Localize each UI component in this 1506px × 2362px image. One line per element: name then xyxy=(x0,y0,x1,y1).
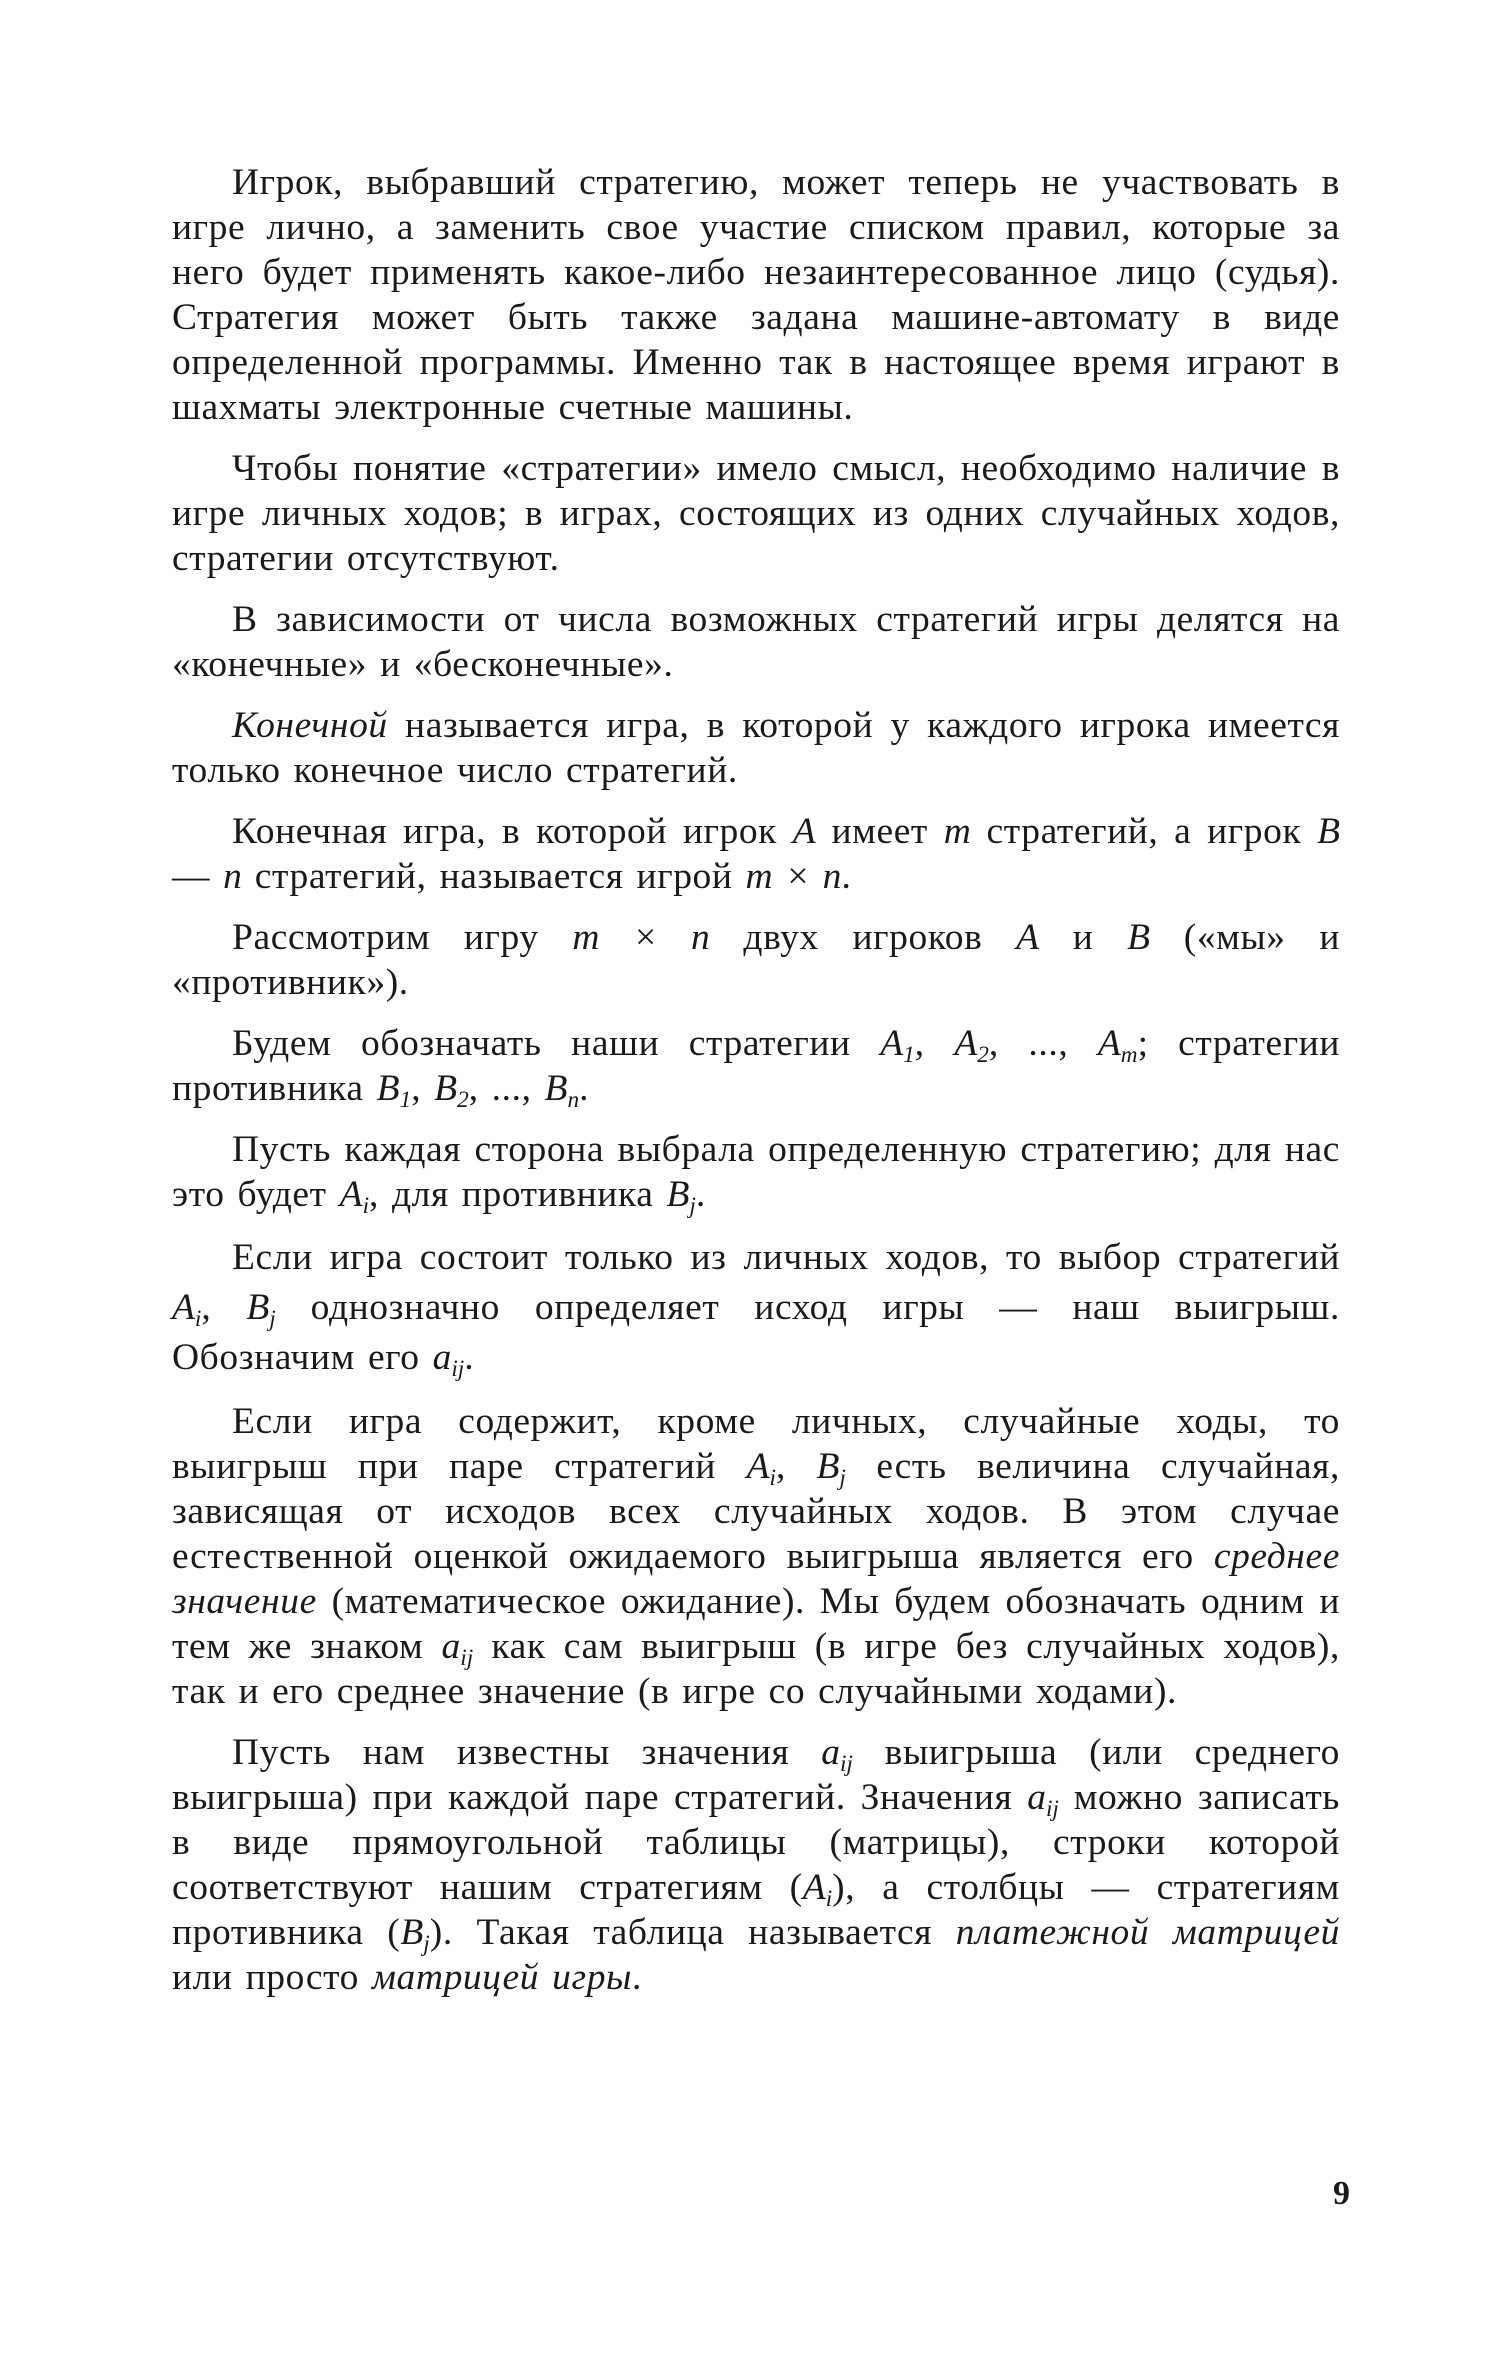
math-subscript: i xyxy=(825,1885,833,1912)
math-subscript: m xyxy=(1120,1041,1138,1068)
text-run: как сам выигрыш (в игре без случайных ходов), так и его среднее значение (в игре со случайными ходами). xyxy=(172,1626,1340,1712)
text-run: . xyxy=(632,1957,643,1998)
math-symbol xyxy=(880,1023,915,1068)
text-run: , ..., xyxy=(468,1068,545,1109)
text-run: Пусть нам известны значения xyxy=(232,1732,822,1773)
text-run: Будем обозначать наши стратегии xyxy=(232,1023,881,1064)
text-run: Конечная игра, в которой игрок xyxy=(232,811,793,852)
math-subscript: 1 xyxy=(399,1086,412,1113)
text-run: , xyxy=(914,1023,955,1064)
math-symbol xyxy=(1127,917,1150,958)
math-symbol xyxy=(954,1023,989,1068)
math-symbol xyxy=(802,1867,833,1912)
math-subscript: 1 xyxy=(903,1041,915,1068)
text-run: Игрок, выбравший стратегию, может теперь не участвовать в игре лично, а заменить свое участие списком правил, которые за него будет применять какое-либо незаинтересованное лицо (судья). Стратегия может быть также задана машине-автомату в виде определенной программы. Именно так в настоящее время играют в шахматы электронные счетные машины. xyxy=(172,162,1340,428)
math-subscript: j xyxy=(839,1464,846,1491)
math-subscript: j xyxy=(689,1192,696,1219)
math-symbol xyxy=(1027,1777,1059,1822)
page-body xyxy=(172,160,1340,2016)
math-base: a xyxy=(1027,1777,1046,1818)
math-base: A xyxy=(802,1867,826,1908)
math-symbol xyxy=(572,917,709,958)
math-subscript: ij xyxy=(451,1355,465,1382)
math-base: B xyxy=(1127,917,1151,958)
math-base: A xyxy=(339,1174,363,1215)
text-run: или просто xyxy=(172,1957,372,1998)
emphasized-term: Конечной xyxy=(232,705,388,746)
math-subscript: j xyxy=(269,1305,276,1332)
math-symbol xyxy=(1317,811,1340,852)
math-symbol xyxy=(400,1912,430,1957)
page-number: 9 xyxy=(1333,2175,1350,2212)
math-base: a xyxy=(821,1732,840,1773)
text-run: , xyxy=(775,1446,817,1487)
paragraph xyxy=(172,446,1340,581)
emphasized-term: матрицей игры xyxy=(372,1957,633,1998)
math-symbol xyxy=(246,1287,276,1332)
math-subscript: ij xyxy=(839,1750,853,1777)
math-base: A xyxy=(746,1446,770,1487)
text-run: . xyxy=(579,1068,590,1109)
math-base: B xyxy=(816,1446,840,1487)
text-run: однозначно определяет исход игры — наш выигрыш. Обозначим его xyxy=(172,1287,1341,1378)
text-run: («мы» и «противник»). xyxy=(172,917,1341,1003)
paragraph xyxy=(172,1127,1340,1217)
math-symbol xyxy=(434,1068,469,1113)
text-run: Если игра состоит только из личных ходов, то выбор стратегий xyxy=(232,1237,1340,1278)
math-base: B xyxy=(376,1068,400,1109)
text-run: , xyxy=(201,1287,247,1328)
math-base: B xyxy=(400,1912,424,1953)
text-run: (математическое ожидание). Мы будем обозначать одним и тем же знаком xyxy=(172,1581,1340,1667)
text-run: Пусть каждая сторона выбрала определенную стратегию; для нас это будет xyxy=(172,1129,1340,1215)
text-run: имеет xyxy=(815,811,944,852)
math-symbol xyxy=(172,1287,202,1332)
emphasized-term: платежной матрицей xyxy=(955,1912,1340,1953)
emphasized-term: среднее значение xyxy=(172,1536,1340,1622)
text-run: ; стратегии противника xyxy=(172,1023,1341,1109)
math-base: a xyxy=(441,1626,461,1667)
math-base: B xyxy=(1317,811,1340,852)
text-run: Рассмотрим игру xyxy=(232,917,573,958)
text-run: выигрыша (или среднего выигрыша) при каждой паре стратегий. Значения xyxy=(172,1732,1340,1818)
paragraph xyxy=(172,1399,1340,1714)
math-symbol xyxy=(821,1732,853,1777)
math-symbol xyxy=(1016,917,1039,958)
text-run: стратегий, а игрок xyxy=(970,811,1318,852)
math-subscript: i xyxy=(769,1464,776,1491)
paragraph xyxy=(172,1730,1340,2000)
math-symbol xyxy=(1097,1023,1138,1068)
math-symbol xyxy=(544,1068,580,1113)
paragraph xyxy=(172,597,1340,687)
text-run: , для противника xyxy=(369,1174,667,1215)
text-run: . xyxy=(841,856,852,897)
math-base: a xyxy=(432,1337,452,1378)
math-base: B xyxy=(434,1068,458,1109)
math-base: A xyxy=(1016,917,1040,958)
paragraph xyxy=(172,160,1340,430)
math-symbol xyxy=(223,856,242,897)
text-run: , xyxy=(411,1068,435,1109)
math-base: m xyxy=(943,811,971,852)
text-run: В зависимости от числа возможных стратегий игры делятся на «конечные» и «бесконечные». xyxy=(172,599,1340,685)
math-subscript: i xyxy=(362,1192,370,1219)
math-symbol xyxy=(746,856,842,897)
math-symbol xyxy=(944,811,971,852)
math-subscript: ij xyxy=(460,1644,474,1671)
math-subscript: 2 xyxy=(977,1041,989,1068)
math-symbol xyxy=(666,1174,696,1219)
text-run: есть величина случайная, зависящая от исходов всех случайных ходов. В этом случае естественной оценкой ожидаемого выигрыша является его xyxy=(172,1446,1340,1577)
math-base: A xyxy=(954,1023,978,1064)
math-subscript: i xyxy=(194,1305,202,1332)
math-base: A xyxy=(172,1287,195,1328)
math-base: B xyxy=(246,1287,270,1328)
text-run: называется игра, в которой у каждого игрока имеется только конечное число стратегий. xyxy=(172,705,1340,791)
text-run: . xyxy=(695,1174,706,1215)
text-run: Если игра содержит, кроме личных, случайные ходы, то выигрыш при паре стратегий xyxy=(172,1401,1340,1487)
math-base: B xyxy=(544,1068,568,1109)
text-run: . xyxy=(464,1337,475,1378)
math-subscript: j xyxy=(423,1930,430,1957)
paragraph xyxy=(172,703,1340,793)
text-run: двух игроков xyxy=(709,917,1017,958)
math-base: A xyxy=(1097,1023,1121,1064)
text-run: , ..., xyxy=(988,1023,1098,1064)
math-symbol xyxy=(441,1626,474,1671)
math-subscript: ij xyxy=(1045,1795,1059,1822)
math-symbol xyxy=(339,1174,370,1219)
math-base: A xyxy=(880,1023,904,1064)
text-run: стратегий, называется игрой xyxy=(241,856,746,897)
math-base: m × n xyxy=(745,856,842,897)
text-run: ), а столбцы — стратегиям противника ( xyxy=(172,1867,1340,1953)
paragraph xyxy=(172,1021,1340,1111)
math-subscript: n xyxy=(567,1086,580,1113)
paragraph xyxy=(172,809,1340,899)
math-base: n xyxy=(223,856,242,897)
math-subscript: 2 xyxy=(457,1086,469,1113)
math-base: m × n xyxy=(572,917,710,958)
text-run: и xyxy=(1039,917,1128,958)
paragraph xyxy=(172,915,1340,1005)
math-symbol xyxy=(376,1068,412,1113)
text-run: ). Такая таблица называется xyxy=(429,1912,956,1953)
math-base: B xyxy=(666,1174,690,1215)
math-base: A xyxy=(792,811,816,852)
text-run: Чтобы понятие «стратегии» имело смысл, необходимо наличие в игре личных ходов; в играх, состоящих из одних случайных ходов, стратегии отсутствуют. xyxy=(172,448,1340,579)
math-symbol xyxy=(793,811,816,852)
math-symbol xyxy=(816,1446,846,1491)
math-symbol xyxy=(746,1446,776,1491)
text-run: — xyxy=(172,856,224,897)
math-symbol xyxy=(432,1337,465,1382)
text-run: можно записать в виде прямоугольной таблицы (матрицы), строки которой соответствуют нашим стратегиям ( xyxy=(172,1777,1341,1908)
paragraph xyxy=(172,1233,1340,1383)
